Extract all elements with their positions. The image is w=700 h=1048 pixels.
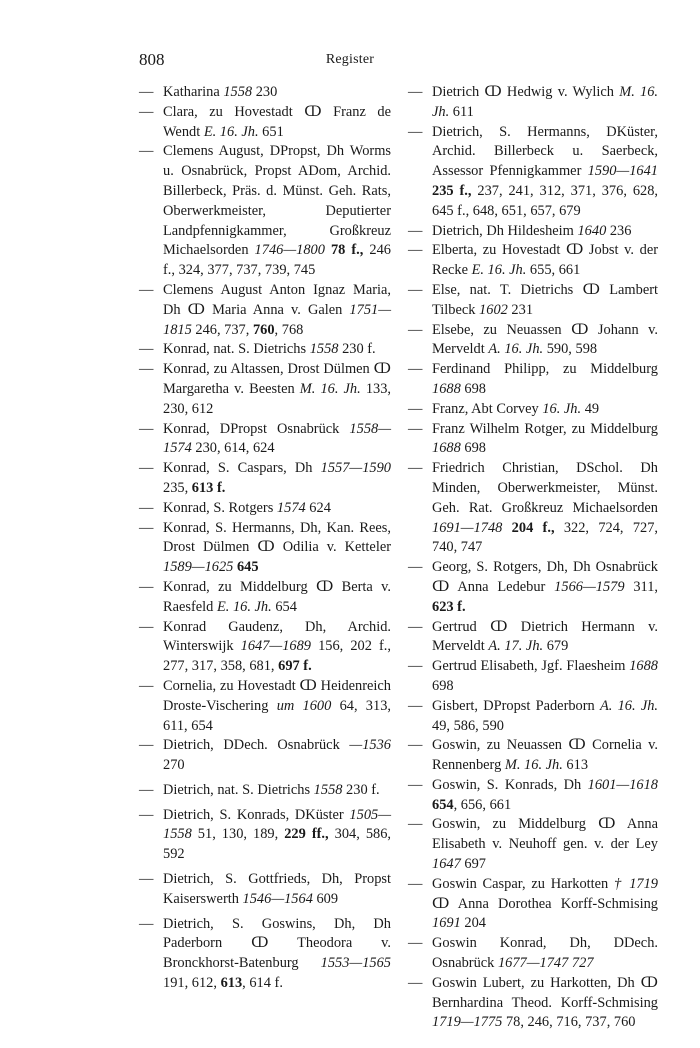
index-entry bbox=[139, 736, 391, 776]
entry-dash: — bbox=[139, 519, 154, 536]
entry-date: 1574 bbox=[276, 499, 306, 516]
entry-segment: Franz Wilhelm Rotger, zu Middelburg bbox=[432, 420, 658, 437]
entry-segment: 698 bbox=[432, 677, 454, 694]
entry-segment: 270 bbox=[163, 757, 185, 774]
entry-segment: 624 bbox=[305, 499, 331, 516]
entry-segment: 246, 737, bbox=[191, 321, 253, 338]
entry-date: 1688 bbox=[629, 658, 658, 675]
entry-text bbox=[432, 737, 658, 773]
index-entry bbox=[408, 222, 658, 242]
entry-date: 1566—1579 bbox=[554, 578, 625, 595]
entry-dash: — bbox=[408, 420, 423, 437]
entry-page-bold: 613 f. bbox=[191, 479, 226, 496]
entry-text bbox=[163, 84, 277, 100]
entry-segment: 609 bbox=[312, 890, 339, 907]
entry-segment: 51, 130, 189, bbox=[191, 826, 285, 843]
entry-segment: 133, 230, 612 bbox=[163, 380, 391, 417]
entry-segment: 49 bbox=[581, 400, 600, 417]
entry-segment: Elsebe, zu Neuassen ↀ Johann v. Merveldt bbox=[432, 321, 658, 358]
entry-date: 1688 bbox=[432, 440, 461, 457]
entry-segment: Goswin, zu Middelburg ↀ Anna Elisabeth v. Neuhoff gen. v. der Ley bbox=[432, 816, 658, 853]
entry-dash: — bbox=[139, 361, 154, 378]
entry-dash: — bbox=[408, 84, 423, 100]
entry-segment: Gisbert, DPropst Paderborn bbox=[432, 697, 600, 714]
entry-text bbox=[163, 871, 391, 907]
entry-dash: — bbox=[139, 499, 154, 516]
entry-date: 1546—1564 bbox=[242, 890, 313, 907]
entry-dash: — bbox=[139, 618, 154, 635]
entry-segment: Gertrud ↀ Dietrich Hermann v. Merveldt bbox=[432, 618, 658, 655]
entry-segment: 654 bbox=[271, 598, 297, 615]
entry-date: M. 16. Jh. bbox=[299, 380, 361, 397]
entry-date: 1553—1565 bbox=[320, 955, 391, 972]
entry-text bbox=[163, 282, 391, 338]
entry-page-bold: 78 f., bbox=[330, 242, 364, 259]
entry-text bbox=[432, 559, 658, 615]
entry-page-bold: 229 ff., bbox=[284, 826, 329, 843]
entry-segment: 698 bbox=[460, 380, 486, 397]
entry-date: 1590—1641 bbox=[587, 163, 658, 180]
entry-text bbox=[432, 421, 658, 457]
entry-dash: — bbox=[139, 915, 154, 932]
entry-date: 1691 bbox=[432, 915, 461, 932]
index-entry bbox=[139, 781, 391, 801]
entry-dash: — bbox=[408, 123, 423, 140]
entry-text bbox=[163, 143, 391, 278]
index-entry bbox=[139, 281, 391, 340]
entry-segment: 230 f. bbox=[342, 781, 380, 798]
entry-date: 1647—1689 bbox=[240, 638, 311, 655]
entry-segment: 697 bbox=[460, 856, 486, 873]
entry-text bbox=[163, 460, 391, 496]
entry-segment bbox=[502, 520, 511, 536]
entry-text bbox=[163, 807, 391, 863]
entry-text bbox=[163, 916, 391, 991]
entry-text bbox=[432, 361, 658, 397]
entry-segment: 231 bbox=[507, 301, 534, 318]
entry-date: 1557—1590 bbox=[320, 460, 391, 477]
entry-segment: 651 bbox=[258, 123, 284, 140]
entry-text bbox=[163, 579, 391, 615]
entry-text bbox=[432, 401, 599, 417]
entry-dash: — bbox=[408, 361, 423, 378]
index-entry bbox=[139, 459, 391, 499]
entry-date: M. 16. Jh. bbox=[432, 84, 659, 120]
entry-segment: Goswin Konrad, Dh, DDech. Osnabrück bbox=[432, 935, 658, 972]
entry-dash: — bbox=[408, 935, 423, 952]
entry-date: M. 16. Jh. bbox=[504, 757, 563, 774]
entry-dash: — bbox=[408, 658, 423, 675]
entry-segment: Gertrud Elisabeth, Jgf. Flaesheim bbox=[432, 658, 630, 675]
entry-segment: 191, 612, bbox=[163, 975, 221, 992]
entry-dash: — bbox=[139, 420, 154, 437]
entry-segment: Dietrich, S. Gottfrieds, Dh, Propst Kaiserswerth bbox=[163, 871, 391, 907]
entry-segment: 655, 661 bbox=[526, 262, 581, 279]
entry-dash: — bbox=[408, 697, 423, 714]
entry-segment: Konrad Gaudenz, Dh, Archid. Winterswijk bbox=[163, 618, 391, 655]
entry-text bbox=[163, 782, 380, 798]
entry-date: 16. Jh. bbox=[542, 400, 582, 417]
entry-text bbox=[432, 242, 658, 278]
entry-date: E. 16. Jh. bbox=[471, 262, 527, 279]
entry-segment: Goswin, zu Neuassen ↀ Cornelia v. Rennenberg bbox=[432, 737, 658, 774]
entry-date: E. 16. Jh. bbox=[203, 123, 259, 140]
entry-segment: Konrad, DPropst Osnabrück bbox=[163, 420, 350, 437]
entry-segment: Dietrich, S. Hermanns, DKüster, Archid. Billerbeck u. Saerbeck, Assessor Pfennigkammer bbox=[432, 123, 658, 180]
index-entry bbox=[408, 558, 658, 617]
entry-segment: 237, 241, 312, 371, 376, 628, 645 f., 648, 651, 657, 679 bbox=[432, 182, 659, 219]
entry-date: 1751—1815 bbox=[163, 301, 391, 338]
page-number: 808 bbox=[139, 50, 165, 69]
entry-text bbox=[432, 460, 658, 555]
index-entry bbox=[408, 459, 658, 558]
entry-date: 1558 bbox=[223, 84, 253, 100]
entry-date: 1677—1747 bbox=[497, 955, 569, 972]
index-entry bbox=[139, 142, 391, 281]
entry-dash: — bbox=[139, 578, 154, 595]
index-entry bbox=[139, 677, 391, 736]
entry-date: 1691—1748 bbox=[432, 519, 503, 536]
entry-date: 1640 bbox=[577, 222, 607, 239]
entry-date: 1688 bbox=[432, 380, 461, 397]
entry-segment: Konrad, zu Middelburg ↀ Berta v. Raesfeld bbox=[163, 578, 391, 615]
entry-dash: — bbox=[408, 875, 423, 892]
index-entry bbox=[139, 499, 391, 519]
entry-segment: Dietrich ↀ Hedwig v. Wylich bbox=[432, 84, 620, 100]
entry-text bbox=[163, 619, 391, 675]
entry-date: um 1600 bbox=[276, 697, 332, 714]
entry-text bbox=[163, 421, 391, 457]
entry-segment: , 656, 661 bbox=[453, 796, 512, 813]
entry-text bbox=[163, 678, 391, 734]
index-entry bbox=[408, 974, 658, 1033]
entry-date: 1746—1800 bbox=[254, 242, 325, 259]
entry-dash: — bbox=[408, 222, 423, 239]
entry-segment: Else, nat. T. Dietrichs ↀ Lambert Tilbeck bbox=[432, 281, 658, 318]
entry-dash: — bbox=[408, 400, 423, 417]
entry-text bbox=[432, 223, 631, 239]
entry-text bbox=[432, 124, 658, 219]
index-entry bbox=[139, 103, 391, 143]
entry-segment: ↀ Anna Dorothea Korff-Schmising bbox=[432, 895, 658, 912]
entry-date: 1719—1775 bbox=[432, 1014, 503, 1031]
entry-segment: Katharina bbox=[163, 84, 224, 100]
entry-text bbox=[163, 341, 376, 357]
entry-dash: — bbox=[139, 103, 154, 120]
entry-text bbox=[432, 658, 658, 694]
entry-segment: 311, bbox=[624, 578, 659, 595]
index-entry bbox=[408, 360, 658, 400]
entry-page-bold: 623 f. bbox=[432, 598, 466, 615]
index-entry bbox=[139, 420, 391, 460]
entry-text bbox=[163, 520, 391, 576]
entry-dash: — bbox=[139, 341, 154, 358]
entry-text bbox=[432, 84, 658, 120]
entry-segment: Goswin Lubert, zu Harkotten, Dh ↀ Bernhardina Theod. Korff-Schmising bbox=[432, 974, 658, 1011]
entry-segment: Dietrich, nat. S. Dietrichs bbox=[163, 781, 314, 798]
entry-date: 1505—1558 bbox=[163, 806, 391, 843]
entry-dash: — bbox=[408, 281, 423, 298]
entry-date: 1647 bbox=[432, 856, 461, 873]
entry-segment: Clemens August, DPropst, Dh Worms u. Osnabrück, Propst ADom, Archid. Billerbeck, Präs. d. Münst. Geh. Rats, Oberwerkmeister, Deputierter Landpfennigkammer, Großkreuz Michaelsorden bbox=[163, 143, 391, 259]
entry-segment: Cornelia, zu Hovestadt ↀ Heidenreich Droste-Vischering bbox=[163, 677, 391, 714]
entry-text bbox=[432, 975, 658, 1031]
running-title: Register bbox=[325, 52, 375, 67]
index-entry bbox=[408, 281, 658, 321]
index-entry bbox=[139, 806, 391, 865]
entry-segment: Clemens August Anton Ignaz Maria, Dh ↀ Maria Anna v. Galen bbox=[163, 281, 391, 318]
index-entry bbox=[408, 321, 658, 361]
entry-segment: 230, 614, 624 bbox=[191, 440, 275, 457]
entry-segment: Dietrich, DDech. Osnabrück bbox=[163, 737, 350, 754]
entry-segment: Dietrich, S. Goswins, Dh, Dh Paderborn ↀ Theodora v. Bronckhorst-Batenburg bbox=[163, 915, 391, 972]
entry-date: 727 bbox=[571, 955, 594, 972]
entry-text bbox=[432, 935, 658, 971]
entry-segment: Konrad, nat. S. Dietrichs bbox=[163, 341, 310, 358]
index-entry bbox=[408, 420, 658, 460]
entry-dash: — bbox=[139, 806, 154, 823]
entry-segment: Franz, Abt Corvey bbox=[432, 400, 543, 417]
entry-dash: — bbox=[408, 816, 423, 833]
entry-segment: 611 bbox=[449, 103, 474, 120]
index-entry bbox=[408, 123, 658, 222]
entry-page-bold: 645 bbox=[236, 559, 259, 576]
entry-segment: 613 bbox=[562, 757, 589, 774]
entry-segment: 246 f., 324, 377, 737, 739, 745 bbox=[163, 242, 391, 279]
entry-dash: — bbox=[139, 781, 154, 798]
index-entry bbox=[408, 815, 658, 874]
index-entry bbox=[139, 618, 391, 677]
entry-segment: 78, 246, 716, 737, 760 bbox=[502, 1014, 636, 1031]
entry-text bbox=[163, 500, 331, 516]
entry-dash: — bbox=[139, 281, 154, 298]
entry-dash: — bbox=[139, 84, 154, 100]
entry-segment: 156, 202 f., 277, 317, 358, 681, bbox=[163, 638, 391, 675]
entry-segment: Elberta, zu Hovestadt ↀ Jobst v. der Recke bbox=[432, 242, 658, 279]
entry-segment: Konrad, S. Caspars, Dh bbox=[163, 460, 321, 477]
entry-segment: , 768 bbox=[274, 321, 304, 338]
entry-text bbox=[432, 876, 658, 932]
index-entry bbox=[139, 340, 391, 360]
entry-segment: Konrad, S. Hermanns, Dh, Kan. Rees, Drost Dülmen ↀ Odilia v. Ketteler bbox=[163, 519, 391, 556]
index-column-right bbox=[408, 83, 658, 1033]
entry-segment: Dietrich, S. Konrads, DKüster bbox=[163, 806, 350, 823]
entry-page-bold: 654 bbox=[432, 796, 454, 813]
entry-segment: Konrad, zu Altassen, Drost Dülmen ↀ Margaretha v. Beesten bbox=[163, 361, 391, 397]
entry-dash: — bbox=[408, 618, 423, 635]
entry-dash: — bbox=[408, 460, 423, 477]
index-entry bbox=[139, 83, 391, 103]
entry-page-bold: 204 f., bbox=[511, 519, 555, 536]
entry-segment: 64, 313, 611, 654 bbox=[163, 697, 391, 734]
index-entry bbox=[408, 776, 658, 816]
entry-dash: — bbox=[408, 559, 423, 576]
entry-dash: — bbox=[408, 242, 423, 259]
entry-text bbox=[163, 361, 391, 417]
entry-segment: 322, 724, 727, 740, 747 bbox=[432, 519, 658, 556]
entry-segment: Goswin Caspar, zu Harkotten bbox=[432, 875, 615, 892]
entry-dash: — bbox=[139, 677, 154, 694]
entry-dash: — bbox=[408, 737, 423, 754]
entry-segment: 230 f. bbox=[338, 341, 376, 358]
entry-page-bold: 235 f., bbox=[432, 182, 472, 199]
index-column-left bbox=[139, 83, 391, 994]
entry-segment: 204 bbox=[460, 915, 486, 932]
index-entry bbox=[408, 697, 658, 737]
entry-text bbox=[432, 619, 658, 655]
entry-date: E. 16. Jh. bbox=[216, 598, 272, 615]
entry-segment: Dietrich, Dh Hildesheim bbox=[432, 222, 578, 239]
entry-date: 1601—1618 bbox=[587, 776, 658, 793]
index-entry bbox=[408, 400, 658, 420]
index-entry bbox=[139, 519, 391, 578]
entry-segment: Konrad, S. Rotgers bbox=[163, 499, 277, 516]
entry-date: † 1719 bbox=[614, 875, 658, 892]
index-entry bbox=[408, 618, 658, 658]
entry-dash: — bbox=[139, 460, 154, 477]
index-entry bbox=[139, 915, 391, 994]
index-entry bbox=[139, 578, 391, 618]
entry-page-bold: 697 f. bbox=[278, 658, 312, 675]
entry-date: A. 16. Jh. bbox=[599, 697, 658, 714]
entry-date: 1558—1574 bbox=[163, 420, 391, 457]
entry-page-bold: 760 bbox=[252, 321, 275, 338]
index-entry bbox=[408, 241, 658, 281]
entry-date: 1589—1625 bbox=[163, 559, 234, 576]
entry-dash: — bbox=[139, 871, 154, 888]
entry-segment: 304, 586, 592 bbox=[163, 826, 392, 863]
entry-date: —1536 bbox=[349, 737, 391, 754]
index-entry bbox=[139, 870, 391, 910]
entry-segment: Georg, S. Rotgers, Dh, Dh Osnabrück ↀ Anna Ledebur bbox=[432, 559, 658, 595]
entry-date: A. 16. Jh. bbox=[488, 341, 544, 358]
entry-segment: 230 bbox=[252, 84, 278, 100]
entry-dash: — bbox=[139, 737, 154, 754]
entry-segment: 235, bbox=[163, 479, 192, 496]
entry-text bbox=[432, 282, 658, 318]
entry-segment: 698 bbox=[460, 440, 486, 457]
entry-dash: — bbox=[139, 143, 154, 160]
entry-segment: Clara, zu Hovestadt ↀ Franz de Wendt bbox=[163, 103, 391, 140]
entry-date: 1558 bbox=[313, 781, 343, 798]
entry-text bbox=[432, 777, 658, 813]
index-entry bbox=[408, 934, 658, 974]
entry-segment: Friedrich Christian, DSchol. Dh Minden, Oberwerkmeister, Münst. Geh. Rat. Großkreuz Michaelsorden bbox=[432, 460, 658, 516]
index-entry bbox=[139, 360, 391, 419]
entry-text bbox=[163, 737, 391, 773]
entry-date: 1602 bbox=[479, 301, 508, 318]
index-entry bbox=[408, 736, 658, 776]
entry-dash: — bbox=[408, 974, 423, 991]
entry-segment: 590, 598 bbox=[543, 341, 598, 358]
entry-date: 1558 bbox=[309, 341, 339, 358]
entry-text bbox=[432, 322, 658, 358]
entry-date: A. 17. Jh. bbox=[488, 638, 544, 655]
entry-dash: — bbox=[408, 776, 423, 793]
entry-segment: Ferdinand Philipp, zu Middelburg bbox=[432, 361, 658, 378]
entry-segment: , 614 f. bbox=[242, 975, 283, 992]
entry-segment: 49, 586, 590 bbox=[432, 717, 504, 734]
entry-segment: 236 bbox=[606, 222, 632, 239]
entry-text bbox=[163, 104, 391, 140]
entry-dash: — bbox=[408, 321, 423, 338]
entry-text bbox=[432, 816, 658, 872]
entry-page-bold: 613 bbox=[220, 975, 243, 992]
entry-text bbox=[432, 698, 658, 734]
entry-segment: Goswin, S. Konrads, Dh bbox=[432, 776, 588, 793]
index-entry bbox=[408, 657, 658, 697]
entry-segment: 679 bbox=[543, 638, 569, 655]
index-entry bbox=[408, 875, 658, 934]
index-entry bbox=[408, 83, 658, 123]
